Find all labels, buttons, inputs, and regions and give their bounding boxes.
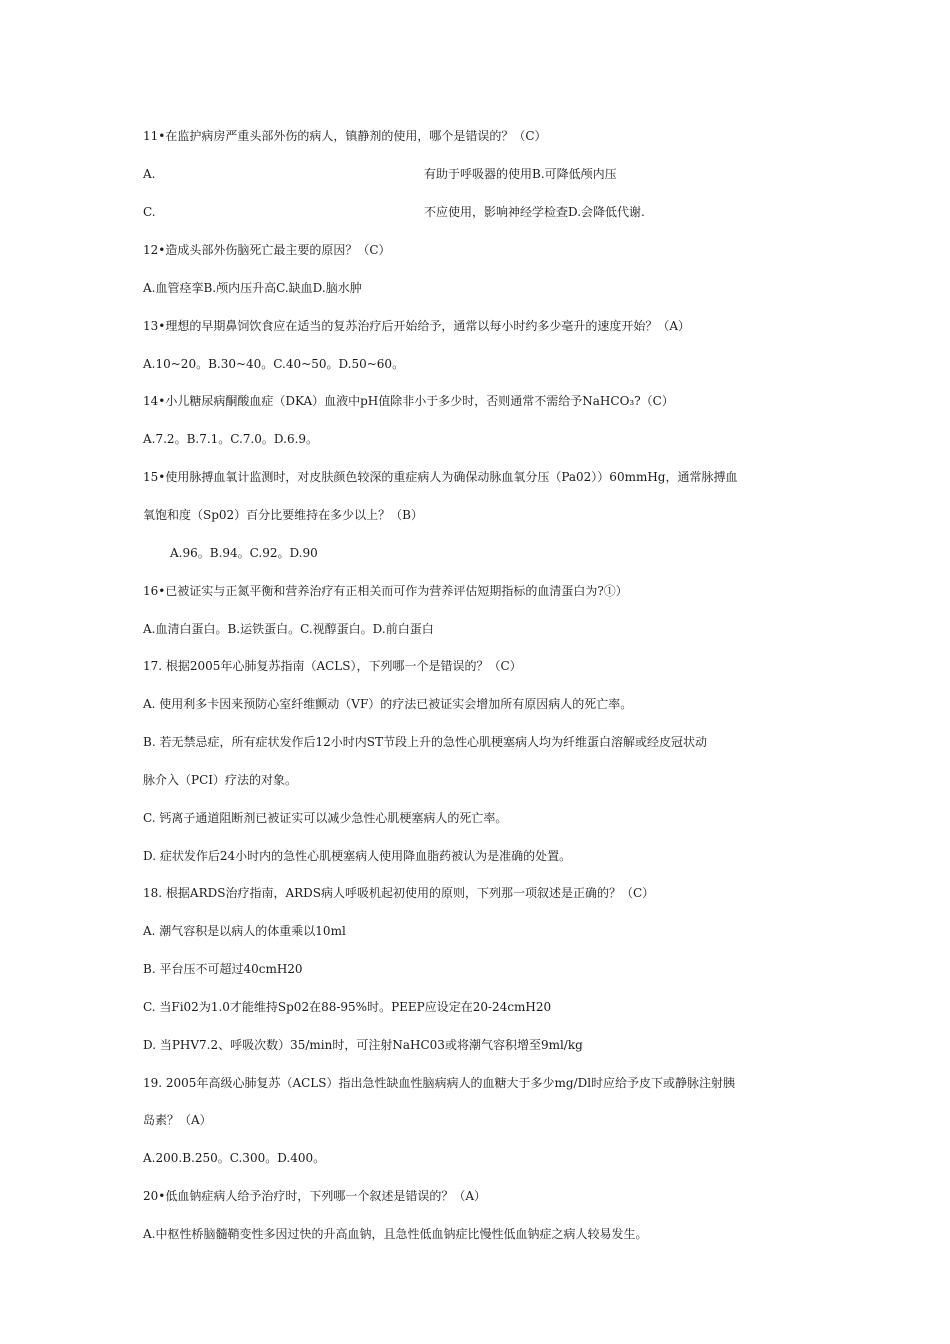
question-13: 13•理想的早期鼻饲饮食应在适当的复苏治疗后开始给予，通常以每小时约多少毫升的速度开始？（A） <box>143 319 691 333</box>
question-17-option-c: C. 钙离子通道阻断剂已被证实可以减少急性心肌梗塞病人的死亡率。 <box>143 811 508 825</box>
question-18-option-d: D. 当PHV7.2、呼吸次数）35/min时，可注射NaHC03或将潮气容积增至9ml/kg <box>143 1038 583 1052</box>
question-18-option-c: C. 当Fi02为1.0才能维持Sp02在88-95%时。PEEP应设定在20-24cmH20 <box>143 1000 552 1014</box>
question-17: 17. 根据2005年心肺复苏指南（ACLS），下列哪一个是错误的？（C） <box>143 659 522 673</box>
option-c-label: C. <box>143 205 156 219</box>
question-19-continued: 岛素？（A） <box>143 1113 212 1127</box>
option-a-label: A. <box>143 167 156 181</box>
question-14: 14•小儿糖尿病酮酸血症（DKA）血液中pH值除非小于多少时，否则通常不需给予NaHCO₃?（C） <box>143 394 674 408</box>
question-18: 18. 根据ARDS治疗指南，ARDS病人呼吸机起初使用的原则，下列那一项叙述是正确的？（C） <box>143 886 655 900</box>
question-13-options: A.10~20。B.30~40。C.40~50。D.50~60。 <box>143 357 405 371</box>
question-18-option-a: A. 潮气容积是以病人的体重乘以10ml <box>143 924 346 938</box>
question-16: 16•已被证实与正氮平衡和营养治疗有正相关而可作为营养评估短期指标的血清蛋白为?①） <box>143 584 628 598</box>
question-17-option-d: D. 症状发作后24小时内的急性心肌梗塞病人使用降血脂药被认为是准确的处置。 <box>143 849 572 863</box>
question-12-options: A.血管痉挛B.颅内压升高C.缺血D.脑水肿 <box>143 281 362 295</box>
question-20: 20•低血钠症病人给予治疗时，下列哪一个叙述是错误的？（A） <box>143 1189 487 1203</box>
question-15-options: A.96。B.94。C.92。D.90 <box>170 546 318 560</box>
option-c-text: 不应使用，影响神经学检查D.会降低代谢. <box>424 205 645 219</box>
question-14-options: A.7.2。B.7.1。C.7.0。D.6.9。 <box>143 432 319 446</box>
question-17-option-b-continued: 脉介入（PCI）疗法的对象。 <box>143 773 297 787</box>
question-19-options: A.200.B.250。C.300。D.400。 <box>143 1151 326 1165</box>
option-a-text: 有助于呼吸器的使用B.可降低颅内压 <box>424 167 617 181</box>
question-11: 11•在监护病房严重头部外伤的病人，镇静剂的使用，哪个是错误的？（C） <box>143 129 547 143</box>
question-19: 19. 2005年高级心肺复苏（ACLS）指出急性缺血性脑病病人的血糖大于多少mg/Dl时应给予皮下或静脉注射胰 <box>143 1076 736 1090</box>
question-17-option-b: B. 若无禁忌症，所有症状发作后12小时内ST节段上升的急性心肌梗塞病人均为纤维蛋白溶解或经皮冠状动 <box>143 735 707 749</box>
question-15: 15•使用脉搏血氧计监测时，对皮肤颜色较深的重症病人为确保动脉血氧分压（Pa02））60mmHg，通常脉搏血 <box>143 470 738 484</box>
question-15-continued: 氧饱和度（Sp02）百分比要维持在多少以上？（B） <box>143 508 423 522</box>
question-17-option-a: A. 使用利多卡因来预防心室纤维颤动（VF）的疗法已被证实会增加所有原因病人的死亡率。 <box>143 697 633 711</box>
question-16-options: A.血清白蛋白。B.运铁蛋白。C.视醇蛋白。D.前白蛋白 <box>143 622 434 636</box>
question-12: 12•造成头部外伤脑死亡最主要的原因？（C） <box>143 243 391 257</box>
question-18-option-b: B. 平台压不可超过40cmH20 <box>143 962 303 976</box>
question-20-option-a: A.中枢性桥脑髓鞘变性多因过快的升高血钠，且急性低血钠症比慢性低血钠症之病人较易发生。 <box>143 1227 648 1241</box>
